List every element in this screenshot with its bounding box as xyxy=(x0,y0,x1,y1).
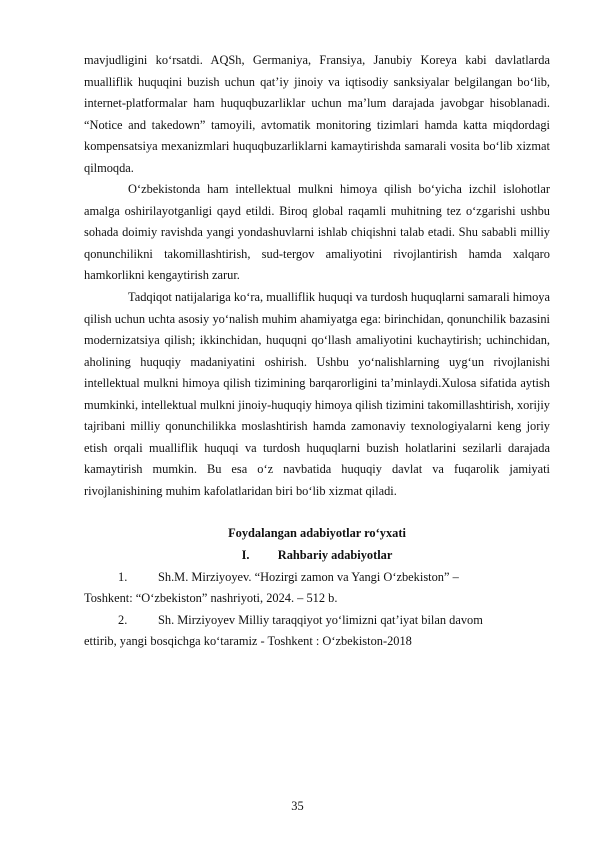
paragraph-continued: mavjudligini ko‘rsatdi. AQSh, Germaniya, Fransiya, Janubiy Koreya kabi davlatlarda mualliflik huquqini buzish uchun qat’iy jinoiy va iqtisodiy sanksiyalar belgilangan bo‘lib, internet-platformalar ham huquqbuzarliklar uchun ma’lum darajada javobgar hisoblanadi. “Notice and takedown” tamoyili, avtomatik monitoring tizimlari hamda katta miqdordagi kompensatsiya mexanizmlari huquqbuzarliklarni kamaytirishda samarali vosita bo‘lib xizmat qilmoqda. xyxy=(84,53,550,175)
body-text xyxy=(84,50,550,653)
section-title: Rahbariy adabiyotlar xyxy=(277,548,393,563)
reference-line-1: Sh. Mirziyoyev Milliy taraqqiyot yo‘limizni qat’iyat bilan davom xyxy=(158,612,483,627)
page-number: 35 xyxy=(291,799,304,813)
references-section-heading xyxy=(84,545,550,567)
reference-item xyxy=(84,610,550,653)
paragraph-uzbekistan-reforms: O‘zbekistonda ham intellektual mulkni himoya qilish bo‘yicha izchil islohotlar amalga oshirilayotganligi qayd etildi. Biroq global raqamli muhitning tez o‘zgarishi ushbu sohada doimiy ravishda yangi yondashuvlarni ishlab chiqishni talab etadi. Shu sababli milliy qonunchilikni takomillashtirish, sud-tergov amaliyotini rivojlantirish hamda xalqaro hamkorlikni kengaytirish zarur. xyxy=(84,182,550,283)
paragraph-research-results: Tadqiqot natijalariga ko‘ra, mualliflik huquqi va turdosh huquqlarni samarali himoya qilish uchun uchta asosiy yo‘nalish muhim ahamiyatga ega: birinchidan, qonunchilik bazasini modernizatsiya qilish; ikkinchidan, huquqni qo‘llash amaliyotini kuchaytirish; uchinchidan, aholining huquqiy madaniyatini oshirish. Ushbu yo‘nalishlarning uyg‘un rivojlanishi intellektual mulkni himoya qilish tizimining barqarorligini ta’minlaydi.Xulosa sifatida aytish mumkinki, intellektual mulkni jinoiy-huquqiy himoya qilish tizimini takomillashtirish, xorijiy tajribani milliy qonunchilikka moslashtirish hamda zamonaviy texnologiyalarni keng joriy etish orqali mualliflik huquqi va turdosh huquqlarni buzish holatlarini sezilarli darajada kamaytirish mumkin. Bu esa o‘z navbatida huquqiy davlat va fuqarolik jamiyati rivojlanishining muhim kafolatlaridan biri bo‘lib xizmat qiladi. xyxy=(84,290,550,498)
reference-line-1: Sh.M. Mirziyoyev. “Hozirgi zamon va Yangi O‘zbekiston” – xyxy=(158,569,459,584)
references-title: Foydalangan adabiyotlar ro‘yxati xyxy=(228,526,406,541)
reference-line-2: ettirib, yangi bosqichga ko‘taramiz - Toshkent : O‘zbekiston-2018 xyxy=(84,634,412,649)
reference-item xyxy=(84,567,550,610)
reference-number: 2. xyxy=(118,612,128,627)
section-number: I. xyxy=(241,548,250,563)
section-spacer xyxy=(84,502,550,523)
reference-line-2: Toshkent: “O‘zbekiston” nashriyoti, 2024. – 512 b. xyxy=(84,591,338,606)
reference-number: 1. xyxy=(118,569,128,584)
